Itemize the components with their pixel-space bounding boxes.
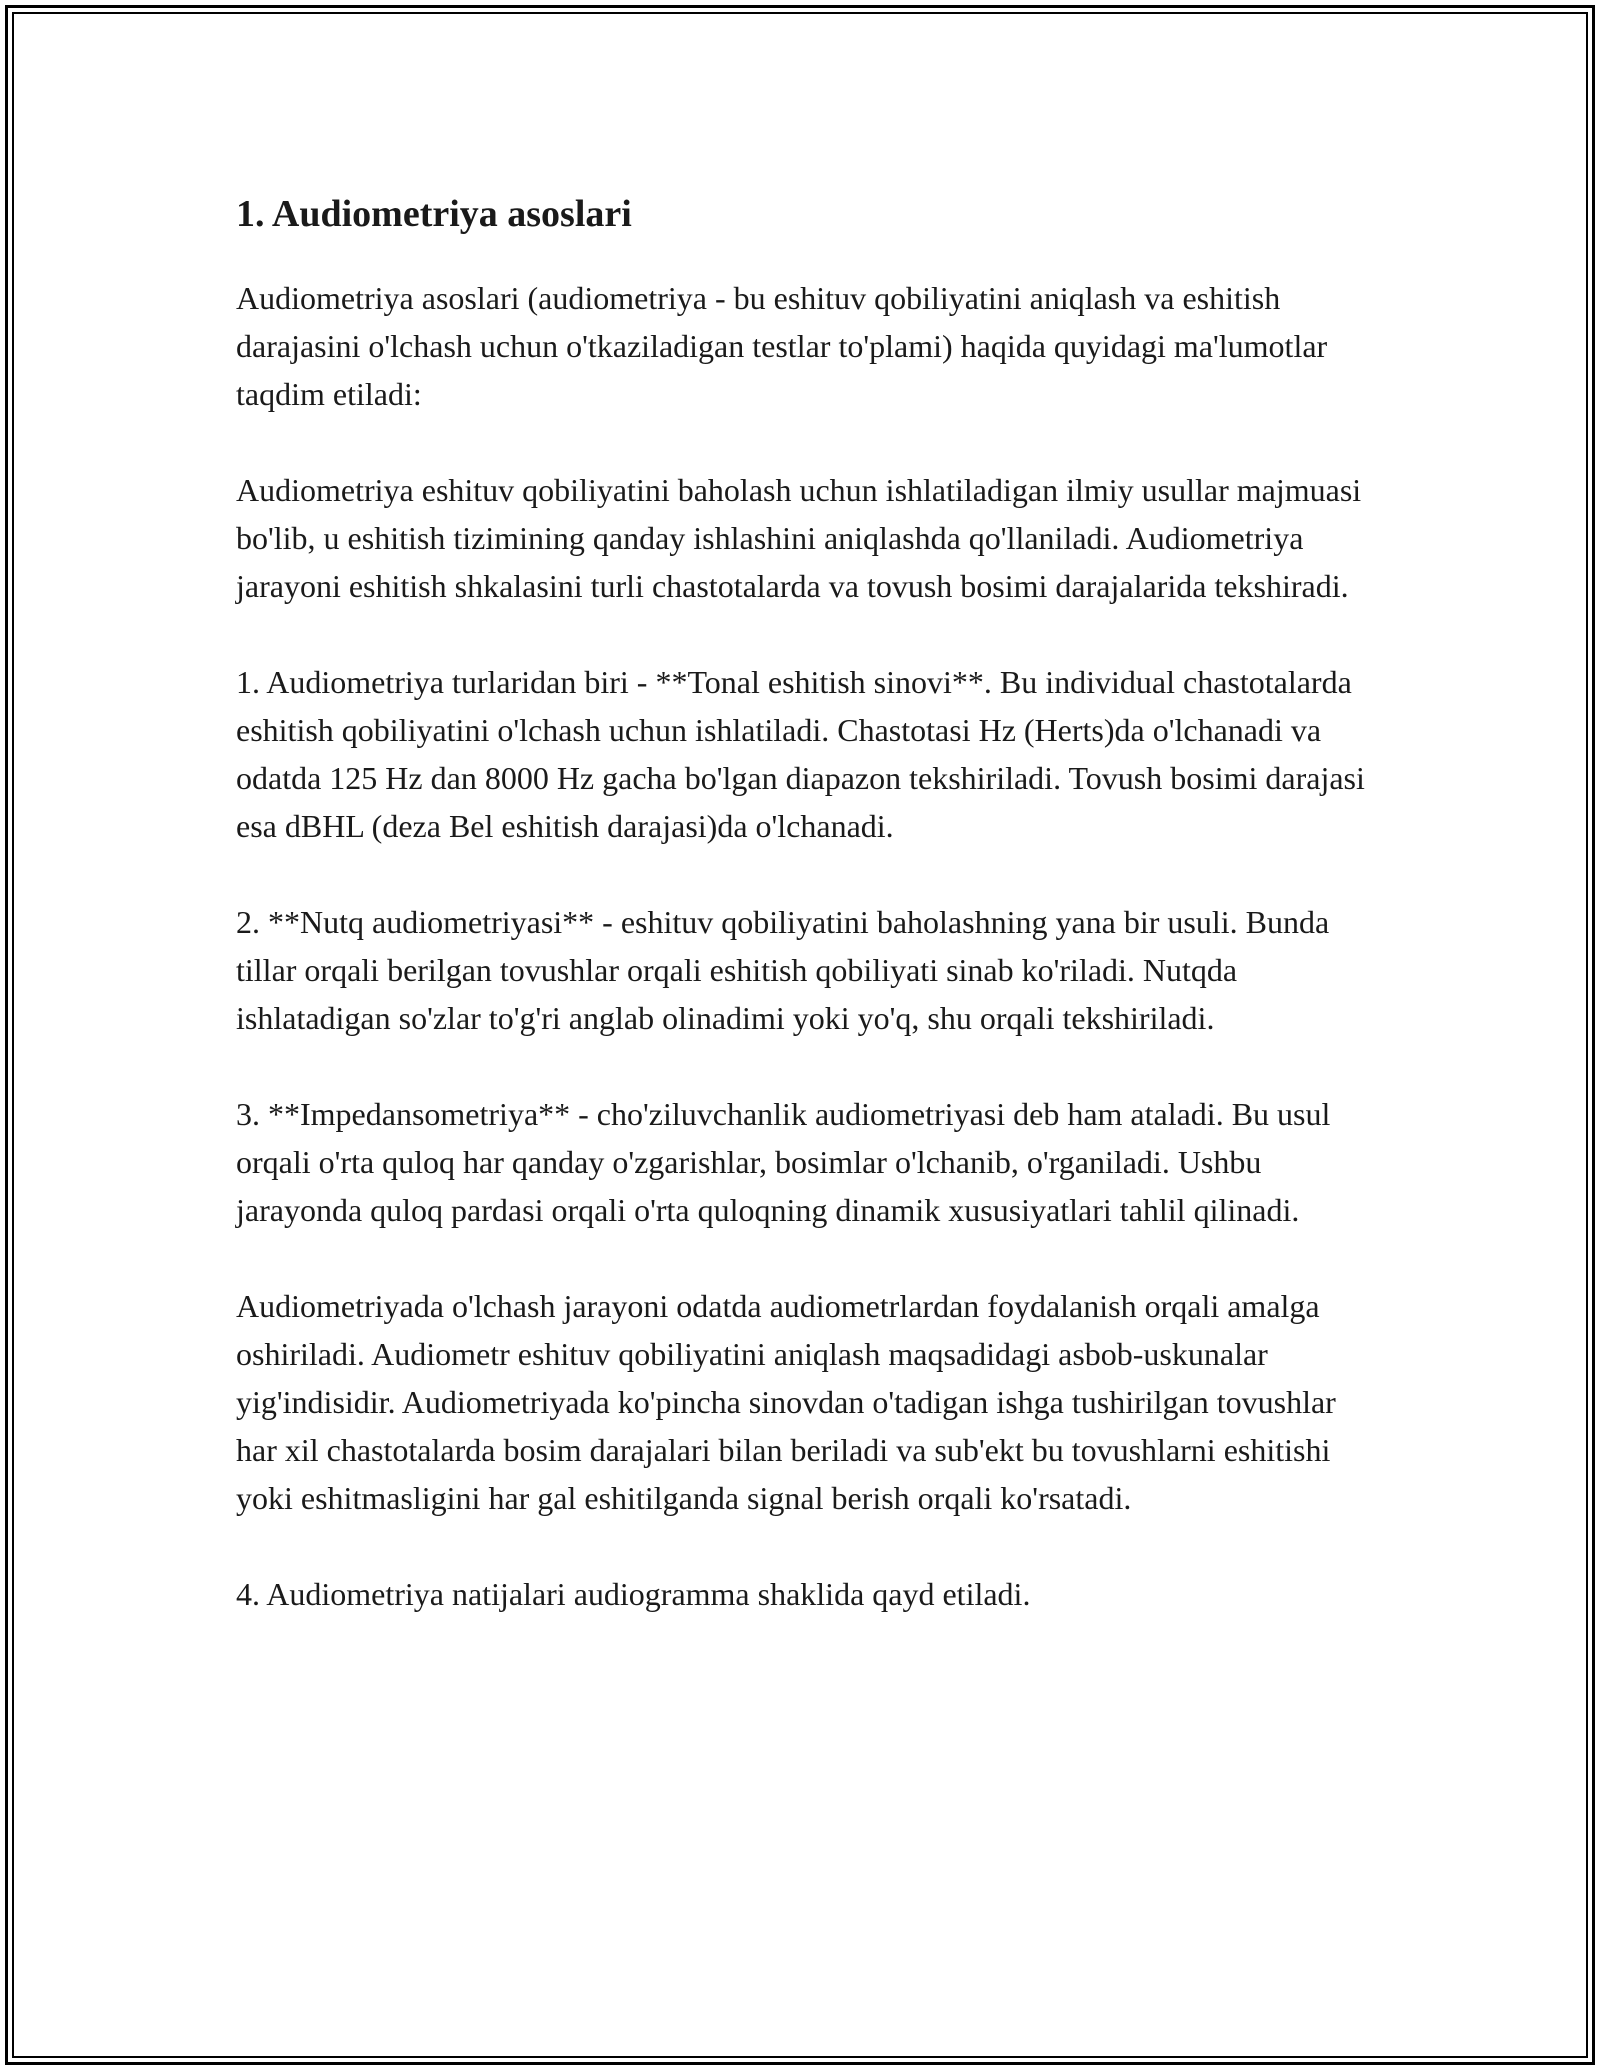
paragraph-impedancemetry: 3. **Impedansometriya** - cho'ziluvchanlik audiometriyasi deb ham ataladi. Bu usul orqali o'rta quloq har qanday o'zgarishlar, bosimlar o'lchanib, o'rganiladi. Ushbu jarayonda quloq pardasi orqali o'rta quloqning dinamik xususiyatlari tahlil qilinadi. bbox=[236, 1096, 1331, 1228]
paragraph-intro: Audiometriya asoslari (audiometriya - bu eshituv qobiliyatini aniqlash va eshitish darajasini o'lchash uchun o'tkaziladigan testlar to'plami) haqida quyidagi ma'lumotlar taqdim etiladi: bbox=[236, 280, 1328, 412]
paragraph-overview: Audiometriya eshituv qobiliyatini baholash uchun ishlatiladigan ilmiy usullar majmuasi bo'lib, u eshitish tizimining qanday ishlashini aniqlashda qo'llaniladi. Audiometriya jarayoni eshitish shkalasini turli chastotalarda va tovush bosimi darajalarida tekshiradi. bbox=[236, 472, 1362, 604]
document-title: 1. Audiometriya asoslari bbox=[236, 193, 632, 235]
paragraph-speech-audiometry: 2. **Nutq audiometriyasi** - eshituv qobiliyatini baholashning yana bir usuli. Bunda tillar orqali berilgan tovushlar orqali eshitish qobiliyati sinab ko'riladi. Nutqda ishlatadigan so'zlar to'g'ri anglab olinadimi yoki yo'q, shu orqali tekshiriladi. bbox=[236, 904, 1330, 1036]
paragraph-results: 4. Audiometriya natijalari audiogramma shaklida qayd etiladi. bbox=[236, 1576, 1031, 1612]
paragraph-measurement-process: Audiometriyada o'lchash jarayoni odatda audiometrlardan foydalanish orqali amalga oshiriladi. Audiometr eshituv qobiliyatini aniqlash maqsadidagi asbob-uskunalar yig'indisidir. Audiometriyada ko'pincha sinovdan o'tadigan ishga tushirilgan tovushlar har xil chastotalarda bosim darajalari bilan beriladi va sub'ekt bu tovushlarni eshitishi yoki eshitmasligini har gal eshitilganda signal berish orqali ko'rsatadi. bbox=[236, 1288, 1336, 1516]
paragraph-tonal-test: 1. Audiometriya turlaridan biri - **Tonal eshitish sinovi**. Bu individual chastotalarda eshitish qobiliyatini o'lchash uchun ishlatiladi. Chastotasi Hz (Herts)da o'lchanadi va odatda 125 Hz dan 8000 Hz gacha bo'lgan diapazon tekshiriladi. Tovush bosimi darajasi esa dBHL (deza Bel eshitish darajasi)da o'lchanadi. bbox=[236, 664, 1365, 844]
document-body bbox=[236, 186, 1376, 1666]
